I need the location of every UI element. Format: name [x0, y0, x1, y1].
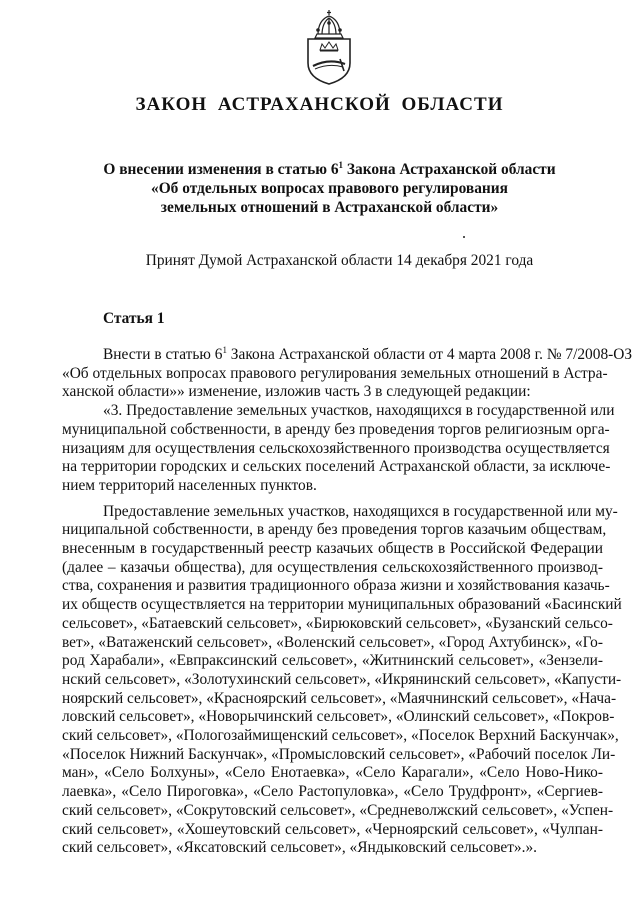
subtitle-line-3: земельных отношений в Астраханской области» — [160, 199, 499, 216]
body-line: муниципальной собственности, в аренду без проведения торгов религиозным орга- — [62, 420, 610, 438]
coat-of-arms-emblem — [300, 8, 358, 86]
body-line: род Харабали», «Евпраксинский сельсовет», «Житнинский сельсовет», «Зензели- — [62, 652, 603, 670]
body-line: ловский сельсовет», «Новорычинский сельсовет», «Олинский сельсовет», «Покров- — [62, 708, 615, 726]
body-line: ноярский сельсовет», «Красноярский сельсовет», «Маячнинский сельсовет», «Нача- — [62, 689, 617, 707]
body-line: ский сельсовет», «Пологозаймищенский сельсовет», «Поселок Верхний Баскунчак», — [62, 727, 619, 745]
body-line: их обществ осуществляется на территории муниципальных образований «Басинский — [62, 596, 622, 614]
body-line: ман», «Село Болхуны», «Село Енотаевка», «Село Карагали», «Село Ново-Нико- — [62, 764, 603, 782]
body-line: нский сельсовет», «Золотухинский сельсовет», «Икрянинский сельсовет», «Капусти- — [62, 670, 622, 688]
body-line: на территории городских и сельских поселений Астраханской области, за исключе- — [62, 458, 611, 476]
subtitle-line-2: «Об отдельных вопросах правового регулирования — [151, 180, 508, 197]
law-subtitle — [40, 160, 619, 217]
body-line: «Поселок Нижний Баскунчак», «Промысловский сельсовет», «Рабочий поселок Ли- — [62, 745, 616, 763]
body-line: Предоставление земельных участков, находящихся в государственной или му- — [103, 502, 618, 520]
article-body — [62, 344, 633, 858]
scan-dot — [463, 236, 465, 238]
adoption-date: Принят Думой Астраханской области 14 декабря 2021 года — [145, 252, 534, 269]
article-heading: Статья 1 — [103, 310, 165, 327]
body-line: Внести в статью $6^1$ Закона Астраханской области от 4 марта 2008 г. № 7/2008-ОЗ — [103, 344, 633, 363]
body-line: ский сельсовет», «Сокрутовский сельсовет», «Средневолжский сельсовет», «Успен- — [62, 801, 614, 819]
body-line: «3. Предоставление земельных участков, находящихся в государственной или — [103, 402, 615, 420]
body-line: ства, сохранения и развития традиционного образа жизни и хозяйствования казачь- — [62, 577, 610, 595]
body-line: сельсовет», «Батаевский сельсовет», «Бирюковский сельсовет», «Бузанский сельсо- — [62, 614, 613, 632]
body-line: ханской области»» изменение, изложив часть 3 в следующей редакции: — [62, 383, 531, 401]
body-line: ский сельсовет», «Яксатовский сельсовет», «Яндыковский сельсовет».». — [62, 839, 538, 857]
body-line: низациям для осуществления сельскохозяйственного производства осуществляется — [62, 439, 610, 457]
subtitle-line-1: О внесении изменения в статью $6^1$ Закона Астраханской области — [103, 159, 556, 178]
body-line: вет», «Ватаженский сельсовет», «Воленский сельсовет», «Город Ахтубинск», «Го- — [62, 633, 603, 651]
body-line: лаевка», «Село Пироговка», «Село Растопуловка», «Село Трудфронт», «Сергиев- — [62, 783, 603, 801]
body-line: (далее – казачьи общества), для осуществления сельскохозяйственного производ- — [62, 558, 603, 576]
body-line: ниципальной собственности, в аренду без проведения торгов казачьим обществам, — [62, 521, 607, 539]
body-line: ский сельсовет», «Хошеутовский сельсовет», «Черноярский сельсовет», «Чулпан- — [62, 820, 603, 838]
law-title: ЗАКОН АСТРАХАНСКОЙ ОБЛАСТИ — [135, 94, 504, 115]
body-line: внесенным в государственный реестр казачьих обществ в Российской Федерации — [62, 540, 603, 558]
body-line: «Об отдельных вопросах правового регулирования земельных отношений в Астра- — [62, 364, 608, 382]
body-line: нием территорий населенных пунктов. — [62, 476, 317, 494]
